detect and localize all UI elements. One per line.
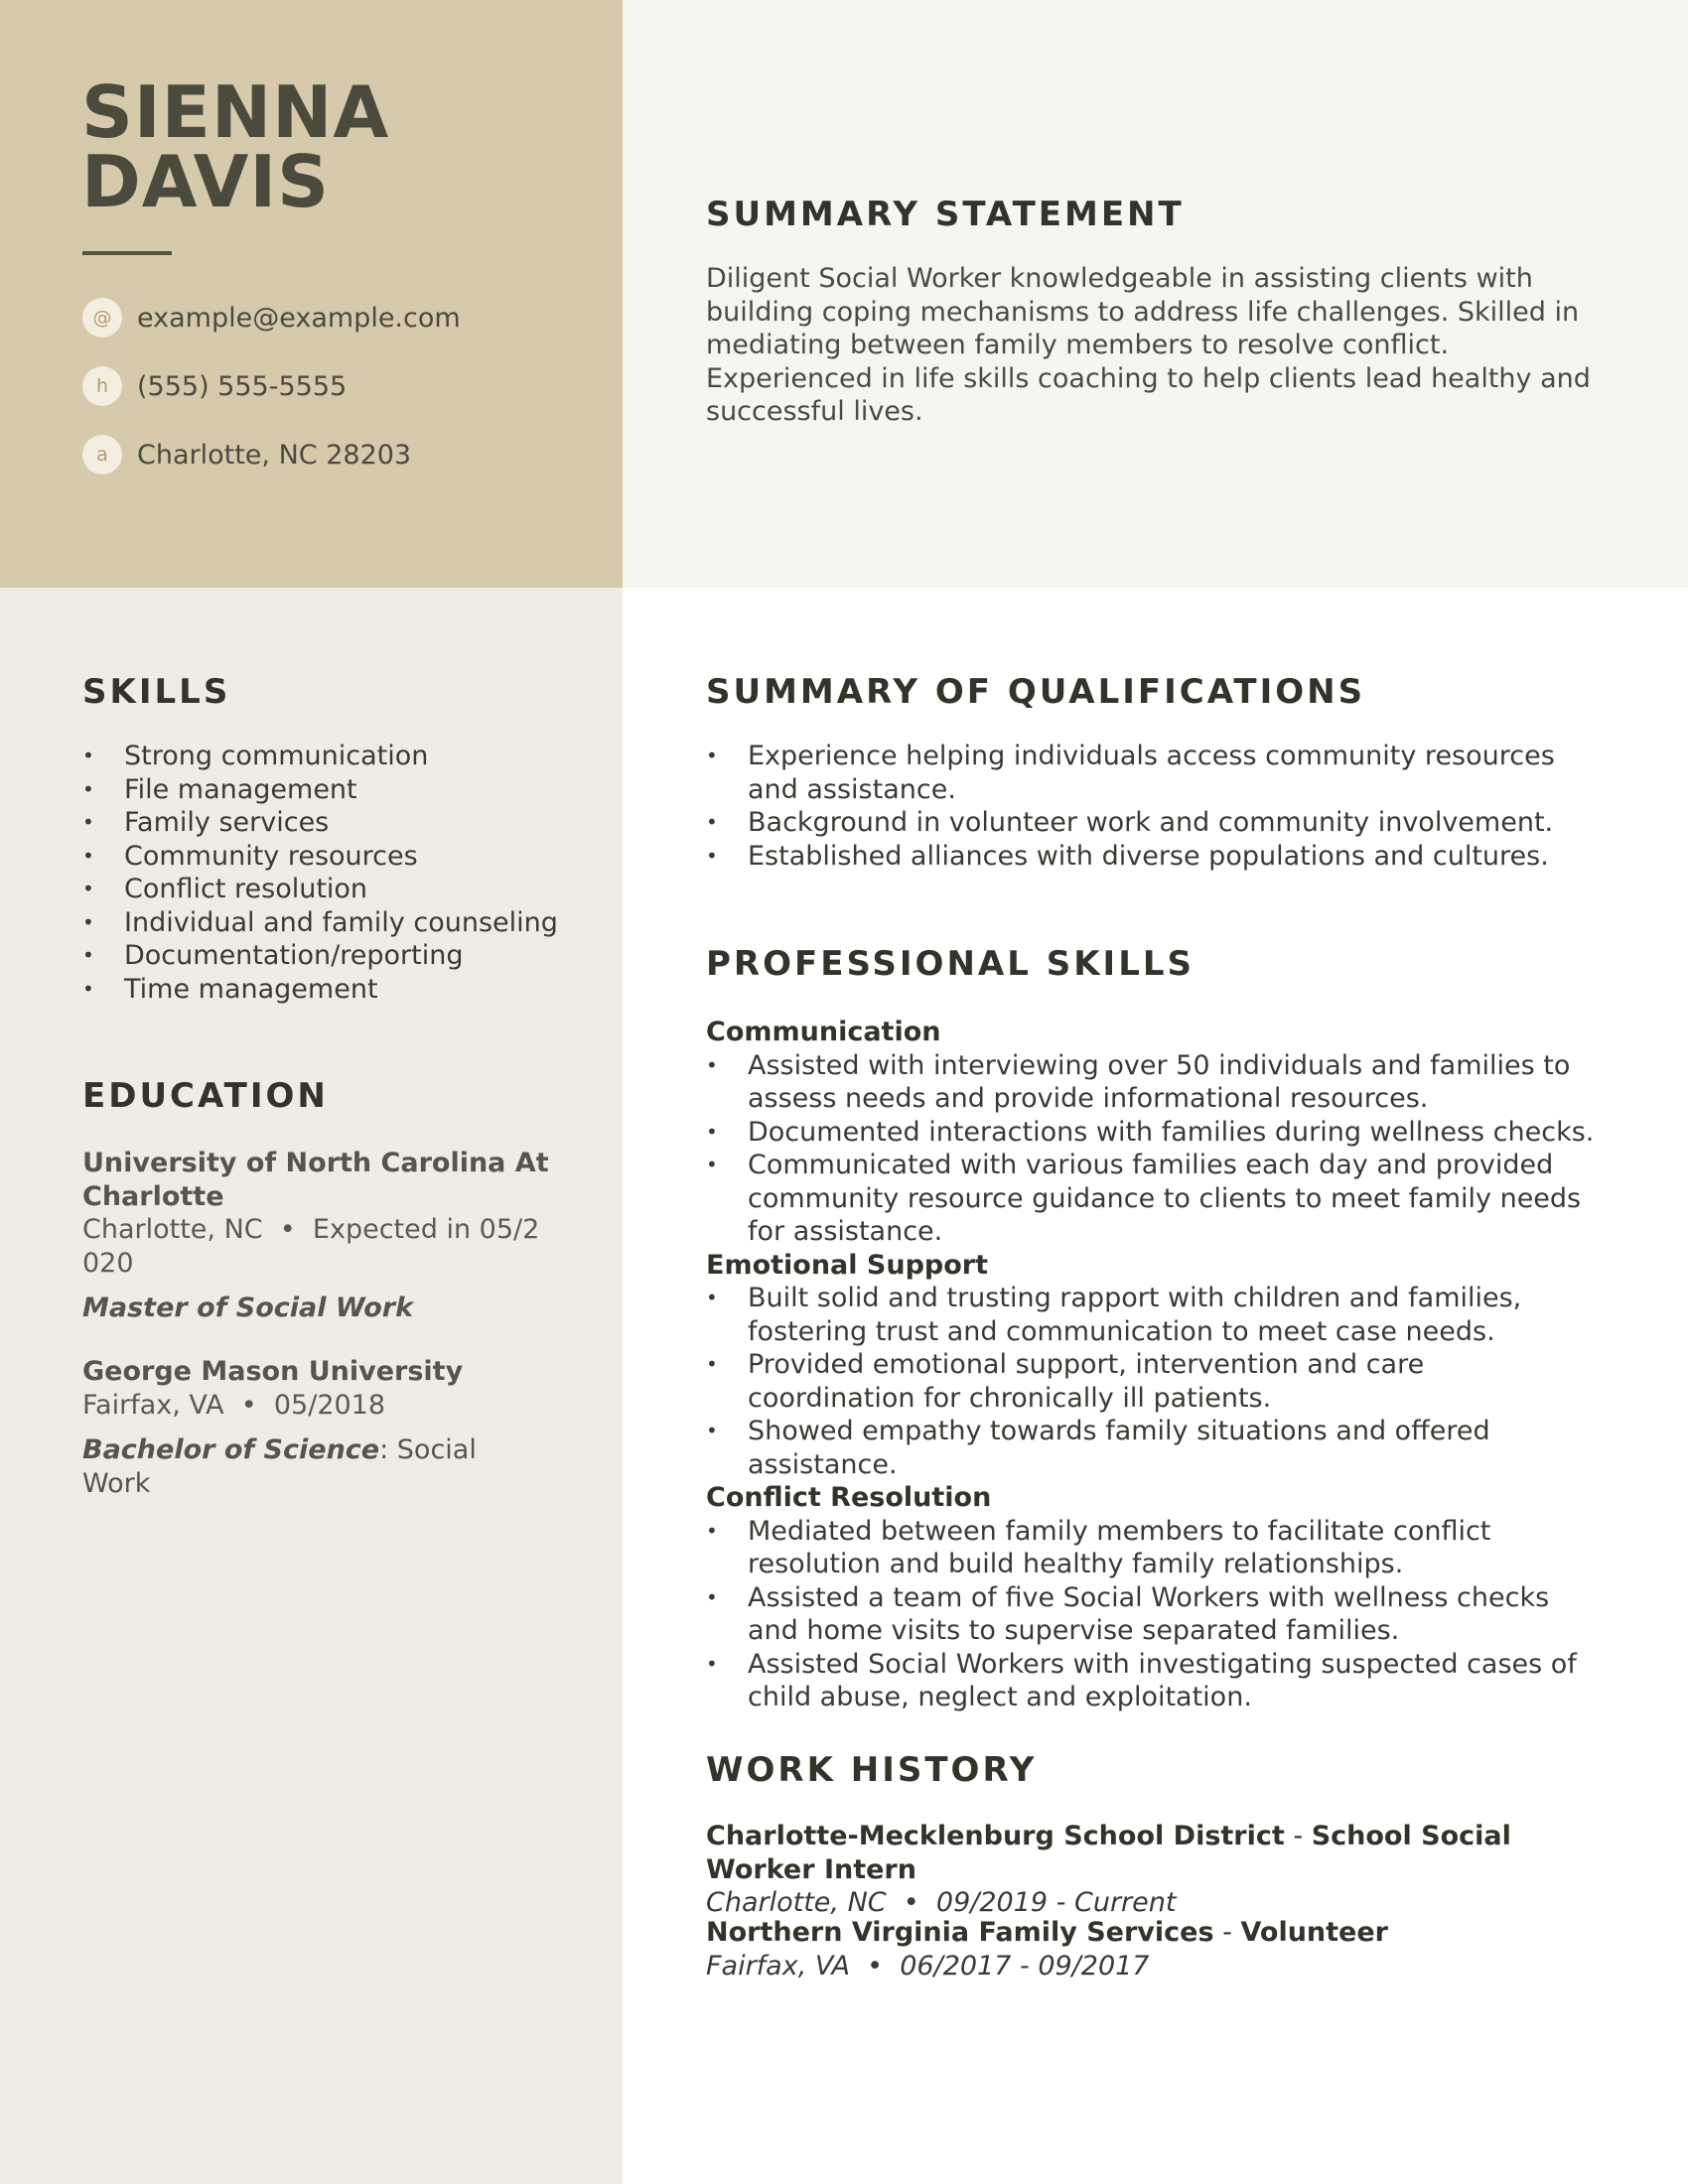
school-location-date: Fairfax, VA • 05/2018 [82, 1389, 386, 1421]
phone-text[interactable]: (555) 555-5555 [137, 370, 348, 402]
list-item: • Assisted Social Workers with investigating suspected cases of child abuse, neglect and exploitation. [706, 1648, 1600, 1714]
professional-skills-heading: PROFESSIONAL SKILLS [706, 944, 1196, 984]
skill-category-list [706, 1515, 1600, 1714]
list-item: • Community resources [82, 840, 599, 874]
skill-category: Conflict Resolution [706, 1482, 992, 1513]
school-location-date: Charlotte, NC • Expected in 05/2020 [82, 1214, 540, 1279]
job-meta: Fairfax, VA • 06/2017 - 09/2017 [706, 1950, 1150, 1981]
first-name: SIENNA [81, 70, 390, 154]
name-divider [82, 251, 172, 255]
list-item: • Experience helping individuals access community resources and assistance. [706, 740, 1600, 806]
school-name: George Mason University [82, 1356, 464, 1387]
job-title-line: Northern Virginia Family Services - Volunteer [706, 1917, 1388, 1948]
degree-field: Social Work [82, 1434, 477, 1499]
list-item: • Background in volunteer work and community involvement. [706, 806, 1600, 840]
job-dates: 09/2019 - Current [935, 1887, 1177, 1918]
list-item: • Assisted with interviewing over 50 individuals and families to assess needs and provide informational resources. [706, 1049, 1600, 1116]
job-dates: 06/2017 - 09/2017 [900, 1950, 1150, 1981]
summary-heading: SUMMARY STATEMENT [706, 195, 1185, 234]
list-item: • Assisted a team of five Social Workers with wellness checks and home visits to supervise separated families. [706, 1581, 1600, 1648]
skill-category-list [706, 1049, 1600, 1249]
school-location: Fairfax, VA [82, 1389, 224, 1421]
address-icon: a [82, 435, 122, 475]
school-date: 05/2018 [273, 1389, 386, 1421]
school-name: University of North Carolina At Charlotte [82, 1148, 549, 1212]
skill-category: Emotional Support [706, 1249, 989, 1281]
education-heading: EDUCATION [82, 1076, 329, 1116]
skills-list [82, 740, 599, 1006]
list-item: • Conflict resolution [82, 873, 599, 906]
last-name: DAVIS [81, 140, 330, 223]
skills-heading: SKILLS [82, 672, 231, 712]
school-location: Charlotte, NC [82, 1214, 263, 1245]
list-item: • Showed empathy towards family situations and offered assistance. [706, 1415, 1600, 1481]
home-phone-icon: h [82, 366, 122, 406]
list-item: • Built solid and trusting rapport with children and families, fostering trust and communication to meet case needs. [706, 1282, 1600, 1348]
job-location: Fairfax, VA [706, 1950, 850, 1981]
skill-category: Communication [706, 1017, 941, 1047]
education-entry [82, 1355, 549, 1500]
contact-address [82, 433, 599, 477]
list-item: • Documented interactions with families during wellness checks. [706, 1116, 1600, 1150]
professional-skills-body [706, 1016, 1600, 1714]
list-item: • Documentation/reporting [82, 939, 599, 973]
email-text[interactable]: example@example.com [137, 302, 461, 334]
job-entry [706, 1916, 1600, 1982]
skill-category-list [706, 1282, 1600, 1481]
list-item: • Mediated between family members to facilitate conflict resolution and build healthy family relationships. [706, 1515, 1600, 1581]
job-title: Volunteer [1240, 1917, 1388, 1948]
qualifications-heading: SUMMARY OF QUALIFICATIONS [706, 672, 1366, 712]
job-employer: Northern Virginia Family Services [706, 1917, 1214, 1948]
list-item: • Family services [82, 806, 599, 840]
education-entry [82, 1147, 549, 1325]
job-entry [706, 1820, 1600, 1920]
degree-name: Bachelor of Science [82, 1434, 380, 1465]
degree: Master of Social Work [82, 1293, 414, 1323]
job-meta: Charlotte, NC • 09/2019 - Current [706, 1887, 1177, 1918]
list-item: • Communicated with various families each day and provided community resource guidance to clients to meet family needs for assistance. [706, 1149, 1600, 1249]
list-item: • Individual and family counseling [82, 906, 599, 940]
summary-text: Diligent Social Worker knowledgeable in assisting clients with building coping mechanisms to address life challenges. Skilled in mediating between family members to resolve conflict. Experienced in life skills coaching to help clients lead healthy and successful lives. [706, 263, 1591, 427]
contact-email [82, 296, 599, 340]
contact-phone [82, 364, 599, 408]
list-item: • Strong communication [82, 740, 599, 773]
work-history-heading: WORK HISTORY [706, 1750, 1038, 1790]
list-item: • File management [82, 773, 599, 807]
job-location: Charlotte, NC [706, 1887, 887, 1918]
list-item: • Established alliances with diverse populations and cultures. [706, 840, 1600, 874]
list-item: • Provided emotional support, intervention and care coordination for chronically ill patients. [706, 1348, 1600, 1415]
degree: Bachelor of Science: Social Work [82, 1434, 477, 1499]
address-text: Charlotte, NC 28203 [137, 439, 412, 471]
job-title: School Social Worker Intern [706, 1821, 1511, 1885]
qualifications-list [706, 740, 1600, 873]
school-date: Expected in 05/2020 [82, 1214, 540, 1279]
candidate-name [81, 70, 390, 223]
job-title-line: Charlotte-Mecklenburg School District - School Social Worker Intern [706, 1821, 1511, 1885]
list-item: • Time management [82, 973, 599, 1007]
job-employer: Charlotte-Mecklenburg School District [706, 1821, 1285, 1851]
at-icon: @ [82, 298, 122, 338]
